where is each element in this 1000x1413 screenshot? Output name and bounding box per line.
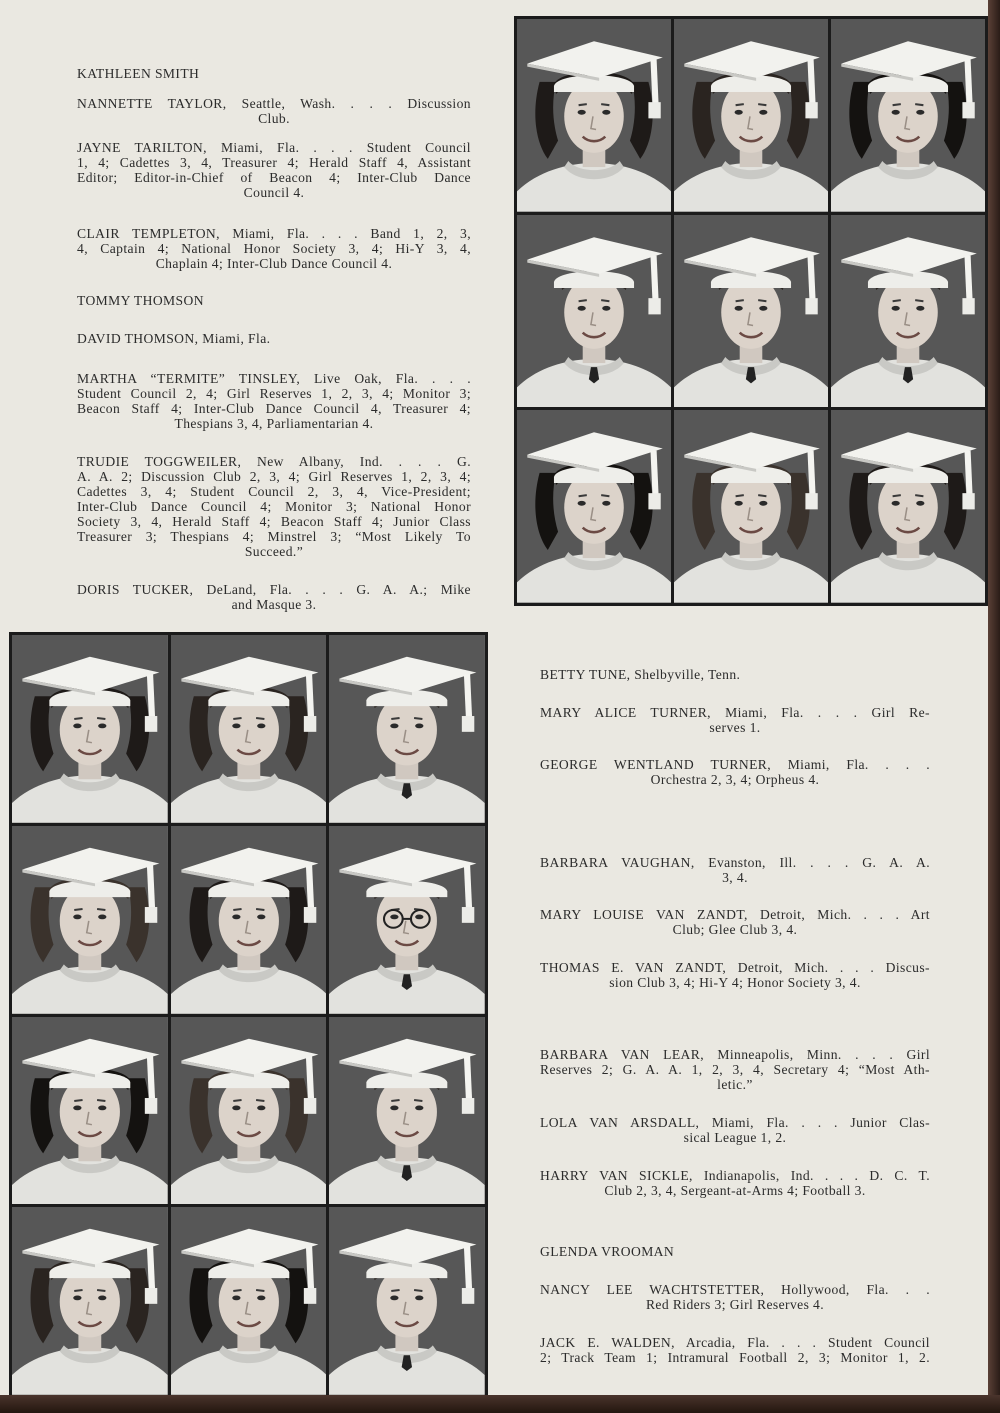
top-portrait-photo [831,410,985,603]
entry-line: TRUDIE TOGGWEILER, New Albany, Ind. . . . G. [77,454,471,469]
student-entry [77,96,471,126]
student-entry [77,66,471,81]
entry-line: Orchestra 2, 3, 4; Orpheus 4. [650,772,820,787]
entry-line: and Masque 3. [231,597,317,612]
entry-line: sical League 1, 2. [683,1130,787,1145]
entry-line: 3, 4. [722,870,748,885]
entry-line: Treasurer 3; Thespians 4; Minstrel 3; “Most Likely To [77,529,471,544]
student-entry [540,1115,930,1145]
entry-line: KATHLEEN SMITH [77,66,200,81]
entry-line: Thespians 3, 4, Parliamentarian 4. [174,416,374,431]
entry-line: BETTY TUNE, Shelbyville, Tenn. [540,667,741,682]
student-entry [77,293,471,308]
entry-line: MARY ALICE TURNER, Miami, Fla. . . . Girl Re- [540,705,930,720]
bottom-portrait-photo [12,826,168,1014]
entry-line: Chaplain 4; Inter-Club Dance Council 4. [155,256,393,271]
bottom-portrait-photo [12,1017,168,1205]
student-entry [540,705,930,735]
entry-line: 1, 4; Cadettes 3, 4, Treasurer 4; Herald Staff 4, Assistant [77,155,471,170]
bottom-photo-grid [9,632,488,1395]
bottom-portrait-photo [329,826,485,1014]
entry-line: 4, Captain 4; National Honor Society 3, 4; Hi-Y 3, 4, [77,241,471,256]
entry-line: NANCY LEE WACHTSTETTER, Hollywood, Fla. . . [540,1282,930,1297]
entry-line: MARTHA “TERMITE” TINSLEY, Live Oak, Fla. . . . [77,371,471,386]
bottom-portrait-photo [171,1017,327,1205]
entry-line: DORIS TUCKER, DeLand, Fla. . . . G. A. A.; Mike [77,582,471,597]
entry-line: NANNETTE TAYLOR, Seattle, Wash. . . . Discussion [77,96,471,111]
top-portrait-photo [517,19,671,212]
student-entry [77,331,471,346]
entry-line: A. A. 2; Discussion Club 2, 3, 4; Girl Reserves 1, 2, 3, 4; [77,469,471,484]
bottom-portrait-photo [329,1207,485,1395]
student-entry [540,1047,930,1092]
bottom-portrait-photo [12,635,168,823]
entry-line: THOMAS E. VAN ZANDT, Detroit, Mich. . . . Discus- [540,960,930,975]
entry-line: Council 4. [243,185,305,200]
bottom-portrait-photo [329,635,485,823]
entry-line: TOMMY THOMSON [77,293,204,308]
entry-line: sion Club 3, 4; Hi-Y 4; Honor Society 3, 4. [609,975,861,990]
entry-line: JAYNE TARILTON, Miami, Fla. . . . Student Council [77,140,471,155]
entry-line: LOLA VAN ARSDALL, Miami, Fla. . . . Junior Clas- [540,1115,930,1130]
entry-line: Beacon Staff 4; Inter-Club Dance Council 4, Treasurer 4; [77,401,471,416]
student-entry [540,855,930,885]
book-edge-right [988,0,1000,1413]
entry-line: DAVID THOMSON, Miami, Fla. [77,331,271,346]
entry-line: JACK E. WALDEN, Arcadia, Fla. . . . Student Council [540,1335,930,1350]
entry-line: BARBARA VAN LEAR, Minneapolis, Minn. . . . Girl [540,1047,930,1062]
top-portrait-photo [674,215,828,408]
bottom-portrait-photo [171,826,327,1014]
top-photo-grid [514,16,988,606]
student-entry [540,1168,930,1198]
entry-line: GLENDA VROOMAN [540,1244,675,1259]
student-entry [540,1244,930,1259]
top-portrait-photo [674,19,828,212]
top-portrait-photo [517,410,671,603]
student-entry [77,226,471,271]
entry-line: serves 1. [709,720,761,735]
entry-line: Succeed.” [244,544,304,559]
entry-line: 2; Track Team 1; Intramural Football 2, 3; Monitor 1, 2. [540,1350,930,1365]
entry-line: GEORGE WENTLAND TURNER, Miami, Fla. . . . [540,757,930,772]
entry-line: Student Council 2, 4; Girl Reserves 1, 2, 3, 4; Monitor 3; [77,386,471,401]
top-portrait-photo [831,19,985,212]
top-portrait-photo [517,215,671,408]
bottom-portrait-photo [12,1207,168,1395]
entry-line: Club; Glee Club 3, 4. [672,922,798,937]
top-portrait-photo [831,215,985,408]
bottom-portrait-photo [171,635,327,823]
student-entry [540,960,930,990]
entry-line: Inter-Club Dance Council 4; Monitor 3; National Honor [77,499,471,514]
student-entry [540,907,930,937]
bottom-portrait-photo [329,1017,485,1205]
student-entry [540,757,930,787]
entry-line: Club 2, 3, 4, Sergeant-at-Arms 4; Football 3. [604,1183,866,1198]
student-entry [540,667,930,682]
student-entry [77,454,471,559]
book-edge-bottom [0,1395,1000,1413]
top-portrait-photo [674,410,828,603]
bottom-portrait-photo [171,1207,327,1395]
entry-line: Cadettes 3, 4; Student Council 2, 3, 4, Vice-President; [77,484,471,499]
student-entry [540,1282,930,1312]
entry-line: Editor; Editor-in-Chief of Beacon 4; Inter-Club Dance [77,170,471,185]
entry-line: Reserves 2; G. A. A. 1, 2, 3, 4, Secretary 4; “Most Ath- [540,1062,930,1077]
student-entry [77,371,471,431]
entry-line: MARY LOUISE VAN ZANDT, Detroit, Mich. . . . Art [540,907,930,922]
entry-line: Red Riders 3; Girl Reserves 4. [645,1297,825,1312]
entry-line: CLAIR TEMPLETON, Miami, Fla. . . . Band 1, 2, 3, [77,226,471,241]
student-entry [540,1335,930,1365]
entry-line: letic.” [717,1077,753,1092]
entry-line: BARBARA VAUGHAN, Evanston, Ill. . . . G. A. A. [540,855,930,870]
student-entry [77,140,471,200]
entry-line: Club. [258,111,290,126]
entry-line: Society 3, 4, Herald Staff 4; Beacon Staff 4; Junior Class [77,514,471,529]
entry-line: HARRY VAN SICKLE, Indianapolis, Ind. . . . D. C. T. [540,1168,930,1183]
student-entry [77,582,471,612]
